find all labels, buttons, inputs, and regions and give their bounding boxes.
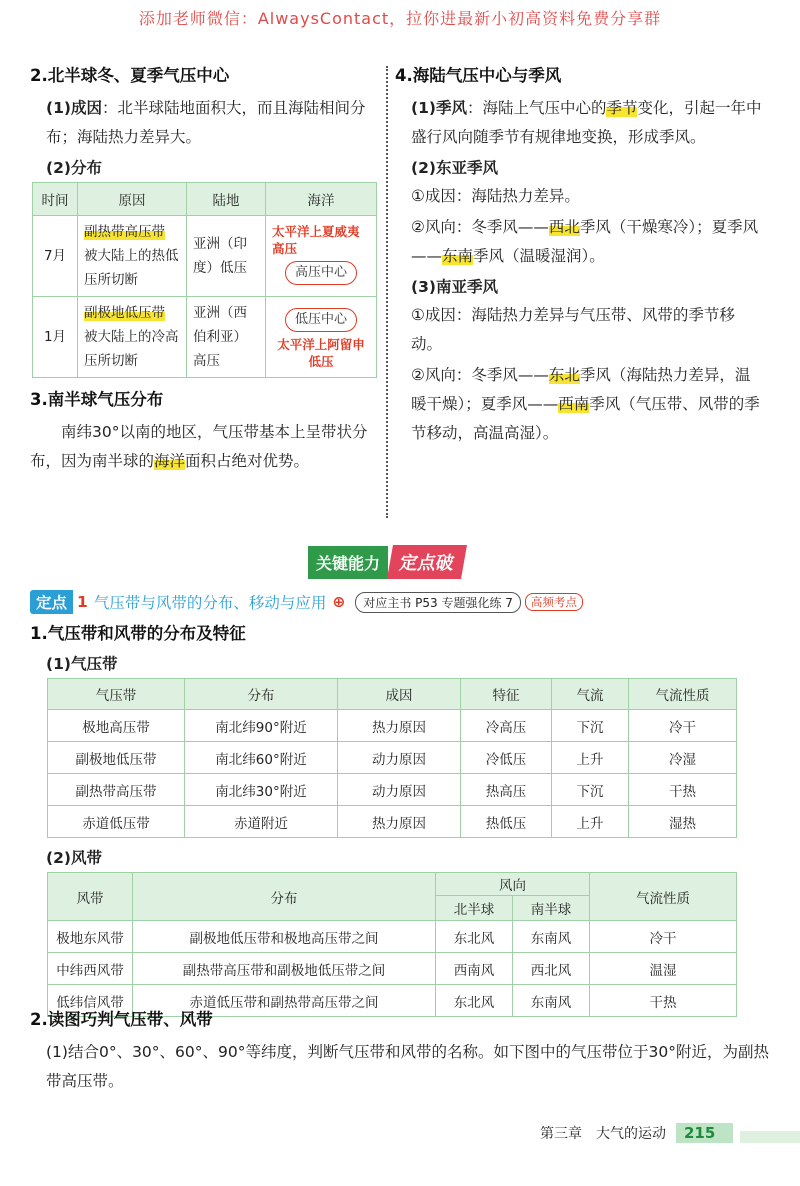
south-hemisphere-paragraph: 南纬30°以南的地区，气压带基本上呈带状分布，因为南半球的海洋面积占绝对优势。 <box>30 423 368 470</box>
keypoint-title: 气压带与风带的分布、移动与应用 <box>93 594 327 612</box>
th-wind-distribution: 分布 <box>133 873 436 921</box>
keypoint-tag: 定点 <box>30 590 73 614</box>
pressure-center-table <box>32 182 377 378</box>
table-row: 中纬西风带 副热带高压带和副极地低压带之间 西南风 西北风 温湿 <box>48 953 737 985</box>
th-south: 南半球 <box>513 896 590 921</box>
table-row: 低纬信风带 赤道低压带和副热带高压带之间 东北风 东南风 干热 <box>48 985 737 1017</box>
banner-left: 关键能力 <box>308 546 388 579</box>
table-row: 赤道低压带 赤道附近 热力原因 热低压 上升 湿热 <box>48 806 737 838</box>
cause-paragraph: (1)成因：北半球陆地面积大，而且海陆相间分布；海陆热力差异大。 <box>46 99 366 146</box>
hot-topic-badge: 高频考点 <box>525 593 583 611</box>
page-number: 215 <box>676 1123 733 1143</box>
sec1-title: 1.气压带和风带的分布及特征 <box>30 624 246 643</box>
key-ability-banner <box>308 545 464 579</box>
th-land: 陆地 <box>187 183 266 216</box>
handwritten-note: 太平洋上阿留申低压 <box>277 337 365 369</box>
banner-right: 定点破 <box>387 545 467 579</box>
cell-ocean <box>266 216 377 297</box>
table-row <box>33 216 377 297</box>
cell-reason: 副热带高压带 被大陆上的热低压所切断 <box>78 216 187 297</box>
sec2-paragraph: (1)结合0°、30°、60°、90°等纬度，判断气压带和风带的名称。如下图中的气压带位于30°附近，为副热带高压带。 <box>46 1043 769 1090</box>
pressure-belt-table <box>47 678 737 838</box>
circled-label: 高压中心 <box>285 261 357 285</box>
column-divider <box>386 66 388 518</box>
cell-ocean <box>266 297 377 378</box>
footer-bar <box>740 1131 800 1143</box>
watermark: 添加老师微信：AlwaysContact，拉你进最新小初高资料免费分享群 <box>138 9 662 28</box>
page-footer <box>540 1123 733 1143</box>
th-north: 北半球 <box>436 896 513 921</box>
cell-land: 亚洲（西伯利亚）高压 <box>187 297 266 378</box>
th-cause: 成因 <box>338 679 461 710</box>
cell-time: 1月 <box>33 297 78 378</box>
handwritten-note: 太平洋上夏威夷高压 <box>272 224 360 256</box>
th-reason: 原因 <box>78 183 187 216</box>
wind-belt-table <box>47 872 737 1017</box>
th-distribution: 分布 <box>185 679 338 710</box>
reference-badge: 对应主书 P53 专题强化练 7 <box>355 592 521 613</box>
section-2-title: 2.北半球冬、夏季气压中心 <box>30 66 230 85</box>
right-column <box>395 62 765 450</box>
monsoon-definition: (1)季风：海陆上气压中心的季节变化，引起一年中盛行风向随季节有规律地变换，形成季风。 <box>411 99 762 146</box>
chapter-label: 第三章 大气的运动 <box>540 1126 666 1142</box>
th-wind-belt: 风带 <box>48 873 133 921</box>
left-column <box>30 62 380 478</box>
table-row: 副极地低压带 南北纬60°附近 动力原因 冷低压 上升 冷湿 <box>48 742 737 774</box>
table-row: 极地东风带 副极地低压带和极地高压带之间 东北风 东南风 冷干 <box>48 921 737 953</box>
cell-reason: 副极地低压带 被大陆上的冷高压所切断 <box>78 297 187 378</box>
th-ocean: 海洋 <box>266 183 377 216</box>
table-row: 极地高压带 南北纬90°附近 热力原因 冷高压 下沉 冷干 <box>48 710 737 742</box>
south-asia-direction: ②风向：冬季风——东北季风（海陆热力差异，温暖干燥）；夏季风——西南季风（气压带、风带的季节移动，高温高湿）。 <box>411 366 760 442</box>
east-asia-heading: (2)东亚季风 <box>411 159 498 177</box>
pressure-wind-section <box>30 620 770 1017</box>
section-4-title: 4.海陆气压中心与季风 <box>395 66 562 85</box>
sec2-title: 2.读图巧判气压带、风带 <box>30 1010 213 1029</box>
plus-circle-icon: ⊕ <box>332 593 346 611</box>
section-3-title: 3.南半球气压分布 <box>30 390 164 409</box>
east-asia-cause: ①成因：海陆热力差异。 <box>411 187 580 205</box>
th-belt: 气压带 <box>48 679 185 710</box>
table-row <box>33 297 377 378</box>
read-map-section <box>30 1006 770 1098</box>
keypoint-header <box>30 590 770 614</box>
th-feature: 特征 <box>461 679 552 710</box>
wind-subheading: (2)风带 <box>46 849 102 867</box>
th-airflow-nature: 气流性质 <box>629 679 737 710</box>
table-row: 副热带高压带 南北纬30°附近 动力原因 热高压 下沉 干热 <box>48 774 737 806</box>
pressure-subheading: (1)气压带 <box>46 655 118 673</box>
th-wind-nature: 气流性质 <box>590 873 737 921</box>
th-wind-direction: 风向 <box>436 873 590 896</box>
cell-time: 7月 <box>33 216 78 297</box>
th-airflow: 气流 <box>552 679 629 710</box>
south-asia-cause: ①成因：海陆热力差异与气压带、风带的季节移动。 <box>411 306 735 353</box>
keypoint-number: 1 <box>77 593 88 611</box>
east-asia-direction: ②风向：冬季风——西北季风（干燥寒冷）；夏季风——东南季风（温暖湿润）。 <box>411 218 759 265</box>
circled-label: 低压中心 <box>285 308 357 332</box>
th-time: 时间 <box>33 183 78 216</box>
cell-land: 亚洲（印度）低压 <box>187 216 266 297</box>
south-asia-heading: (3)南亚季风 <box>411 278 498 296</box>
distribution-heading: (2)分布 <box>46 159 102 177</box>
